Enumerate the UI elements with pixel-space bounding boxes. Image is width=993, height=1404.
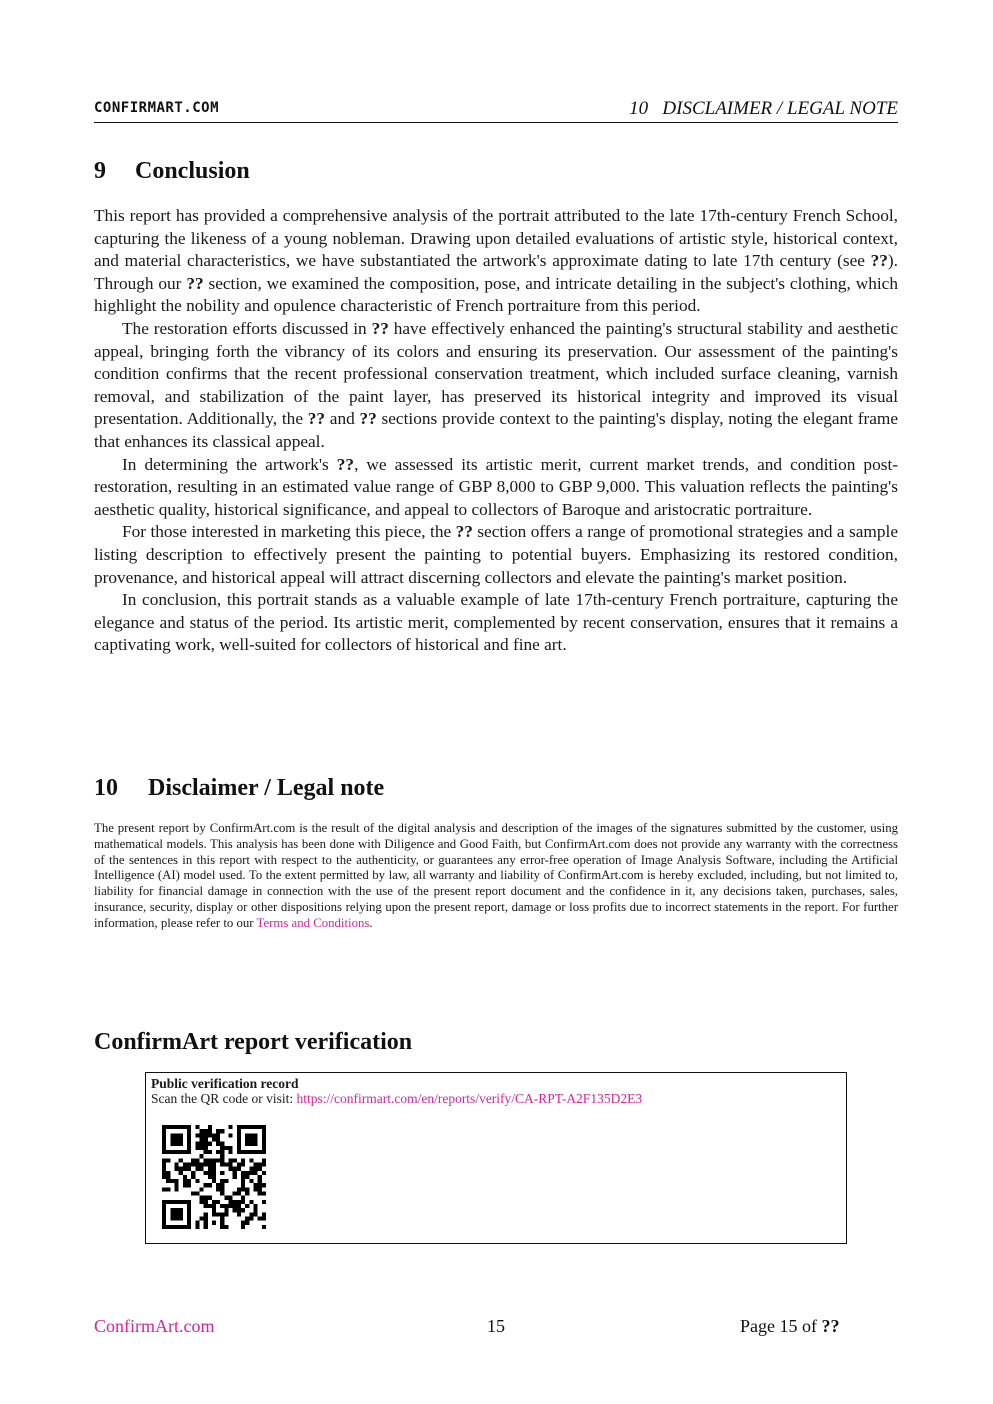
paragraph: In determining the artwork's ??, we assessed its artistic merit, current market trends, and condition post-restoration, resulting in an estimated value range of GBP 8,000 to GBP 9,000. This valuation reflects the painting's aesthetic quality, historical significance, and appeal to collectors of Baroque and aristocratic portraiture.: [94, 454, 898, 519]
unresolved-reference: ??: [186, 273, 204, 293]
section-heading-disclaimer: [94, 775, 384, 802]
verification-box: [145, 1072, 847, 1244]
unresolved-reference: ??: [307, 409, 326, 429]
qr-code-icon[interactable]: [162, 1125, 266, 1229]
footer-site-link[interactable]: ConfirmArt.com: [94, 1316, 215, 1336]
header-rule: [94, 122, 898, 123]
paragraph: For those interested in marketing this piece, the ?? section offers a range of promotional strategies and a sample listing description to effectively present the painting to potential buyers. Emphasizing its restored condition, provenance, and historical appeal will attract discerning collectors and elevate the painting's market position.: [94, 522, 898, 587]
paragraph: The restoration efforts discussed in ?? have effectively enhanced the painting's structural stability and aesthetic appeal, bringing forth the vibrancy of its colors and ensuring its preservation. Our assessment of the painting's condition confirms that the recent professional conservation treatment, which included surface cleaning, varnish removal, and stabilization of the paint layer, has preserved its historical integrity and improved its visual presentation. Additionally, the ?? and ?? sections provide context to the painting's display, noting the elegant frame that enhances its classical appeal.: [94, 318, 899, 451]
verification-box-title: Public verification record: [151, 1076, 299, 1091]
paragraph: This report has provided a comprehensive analysis of the portrait attributed to the late 17th-century French School, capturing the likeness of a young nobleman. Drawing upon detailed evaluations of artistic style, historical context, and material characteristics, we have substantiated the artwork's approximate dating to late 17th century (see ??). Through our ?? section, we examined the composition, pose, and intricate detailing in the subject's clothing, which highlight the nobility and opulence characteristic of French portraiture from this period.: [94, 206, 898, 316]
verification-heading: ConfirmArt report verification: [94, 1029, 413, 1055]
conclusion-body: [94, 205, 898, 657]
section-title: Disclaimer / Legal note: [148, 775, 385, 801]
paragraph: In conclusion, this portrait stands as a valuable example of late 17th-century French portraiture, capturing the elegance and status of the period. Its artistic merit, complemented by recent conservation, ensures that it remains a captivating work, well-suited for collectors of historical and fine art.: [94, 590, 898, 655]
section-number: 10: [94, 775, 118, 801]
header-logo: CONFIRMART.COM: [94, 100, 220, 116]
unresolved-reference: ??: [371, 318, 389, 338]
section-heading-conclusion: [94, 158, 250, 185]
unresolved-reference: ??: [359, 409, 377, 429]
unresolved-reference: ??: [870, 251, 888, 271]
unresolved-reference: ??: [455, 522, 473, 542]
unresolved-reference: ??: [336, 454, 355, 474]
footer-page-count: Page 15 of ??: [740, 1316, 840, 1336]
running-header-title: 10 DISCLAIMER / LEGAL NOTE: [629, 98, 898, 119]
terms-link[interactable]: Terms and Conditions: [256, 915, 370, 930]
section-title: Conclusion: [135, 158, 250, 184]
verification-url-link[interactable]: https://confirmart.com/en/reports/verify/CA-RPT-A2F135D2E3: [296, 1091, 643, 1106]
section-number: 9: [94, 158, 106, 184]
footer-page-number: 15: [487, 1316, 505, 1336]
disclaimer-text: The present report by ConfirmArt.com is the result of the digital analysis and description of the images of the signatures submitted by the customer, using mathematical models. This analysis has been done with Diligence and Good Faith, but ConfirmArt.com does not provide any warranty with the correctness of the sentences in this report with respect to the authenticity, or guarantees any error-free operation of Image Analysis Software, including the Artificial Intelligence (AI) model used. To the extent permitted by law, all warranty and liability of ConfirmArt.com is hereby excluded, including, but not limited to, liability for financial damage in connection with the use of the present report document and the confidence in it, any decisions taken, purchases, sales, insurance, security, display or other dispositions relying upon the present report, damage or loss profits due to incorrect statements in the report. For further information, please refer to our Terms and Conditions.: [94, 821, 898, 930]
verification-scan-line: Scan the QR code or visit: https://confirmart.com/en/reports/verify/CA-RPT-A2F135D2E3: [151, 1091, 643, 1106]
